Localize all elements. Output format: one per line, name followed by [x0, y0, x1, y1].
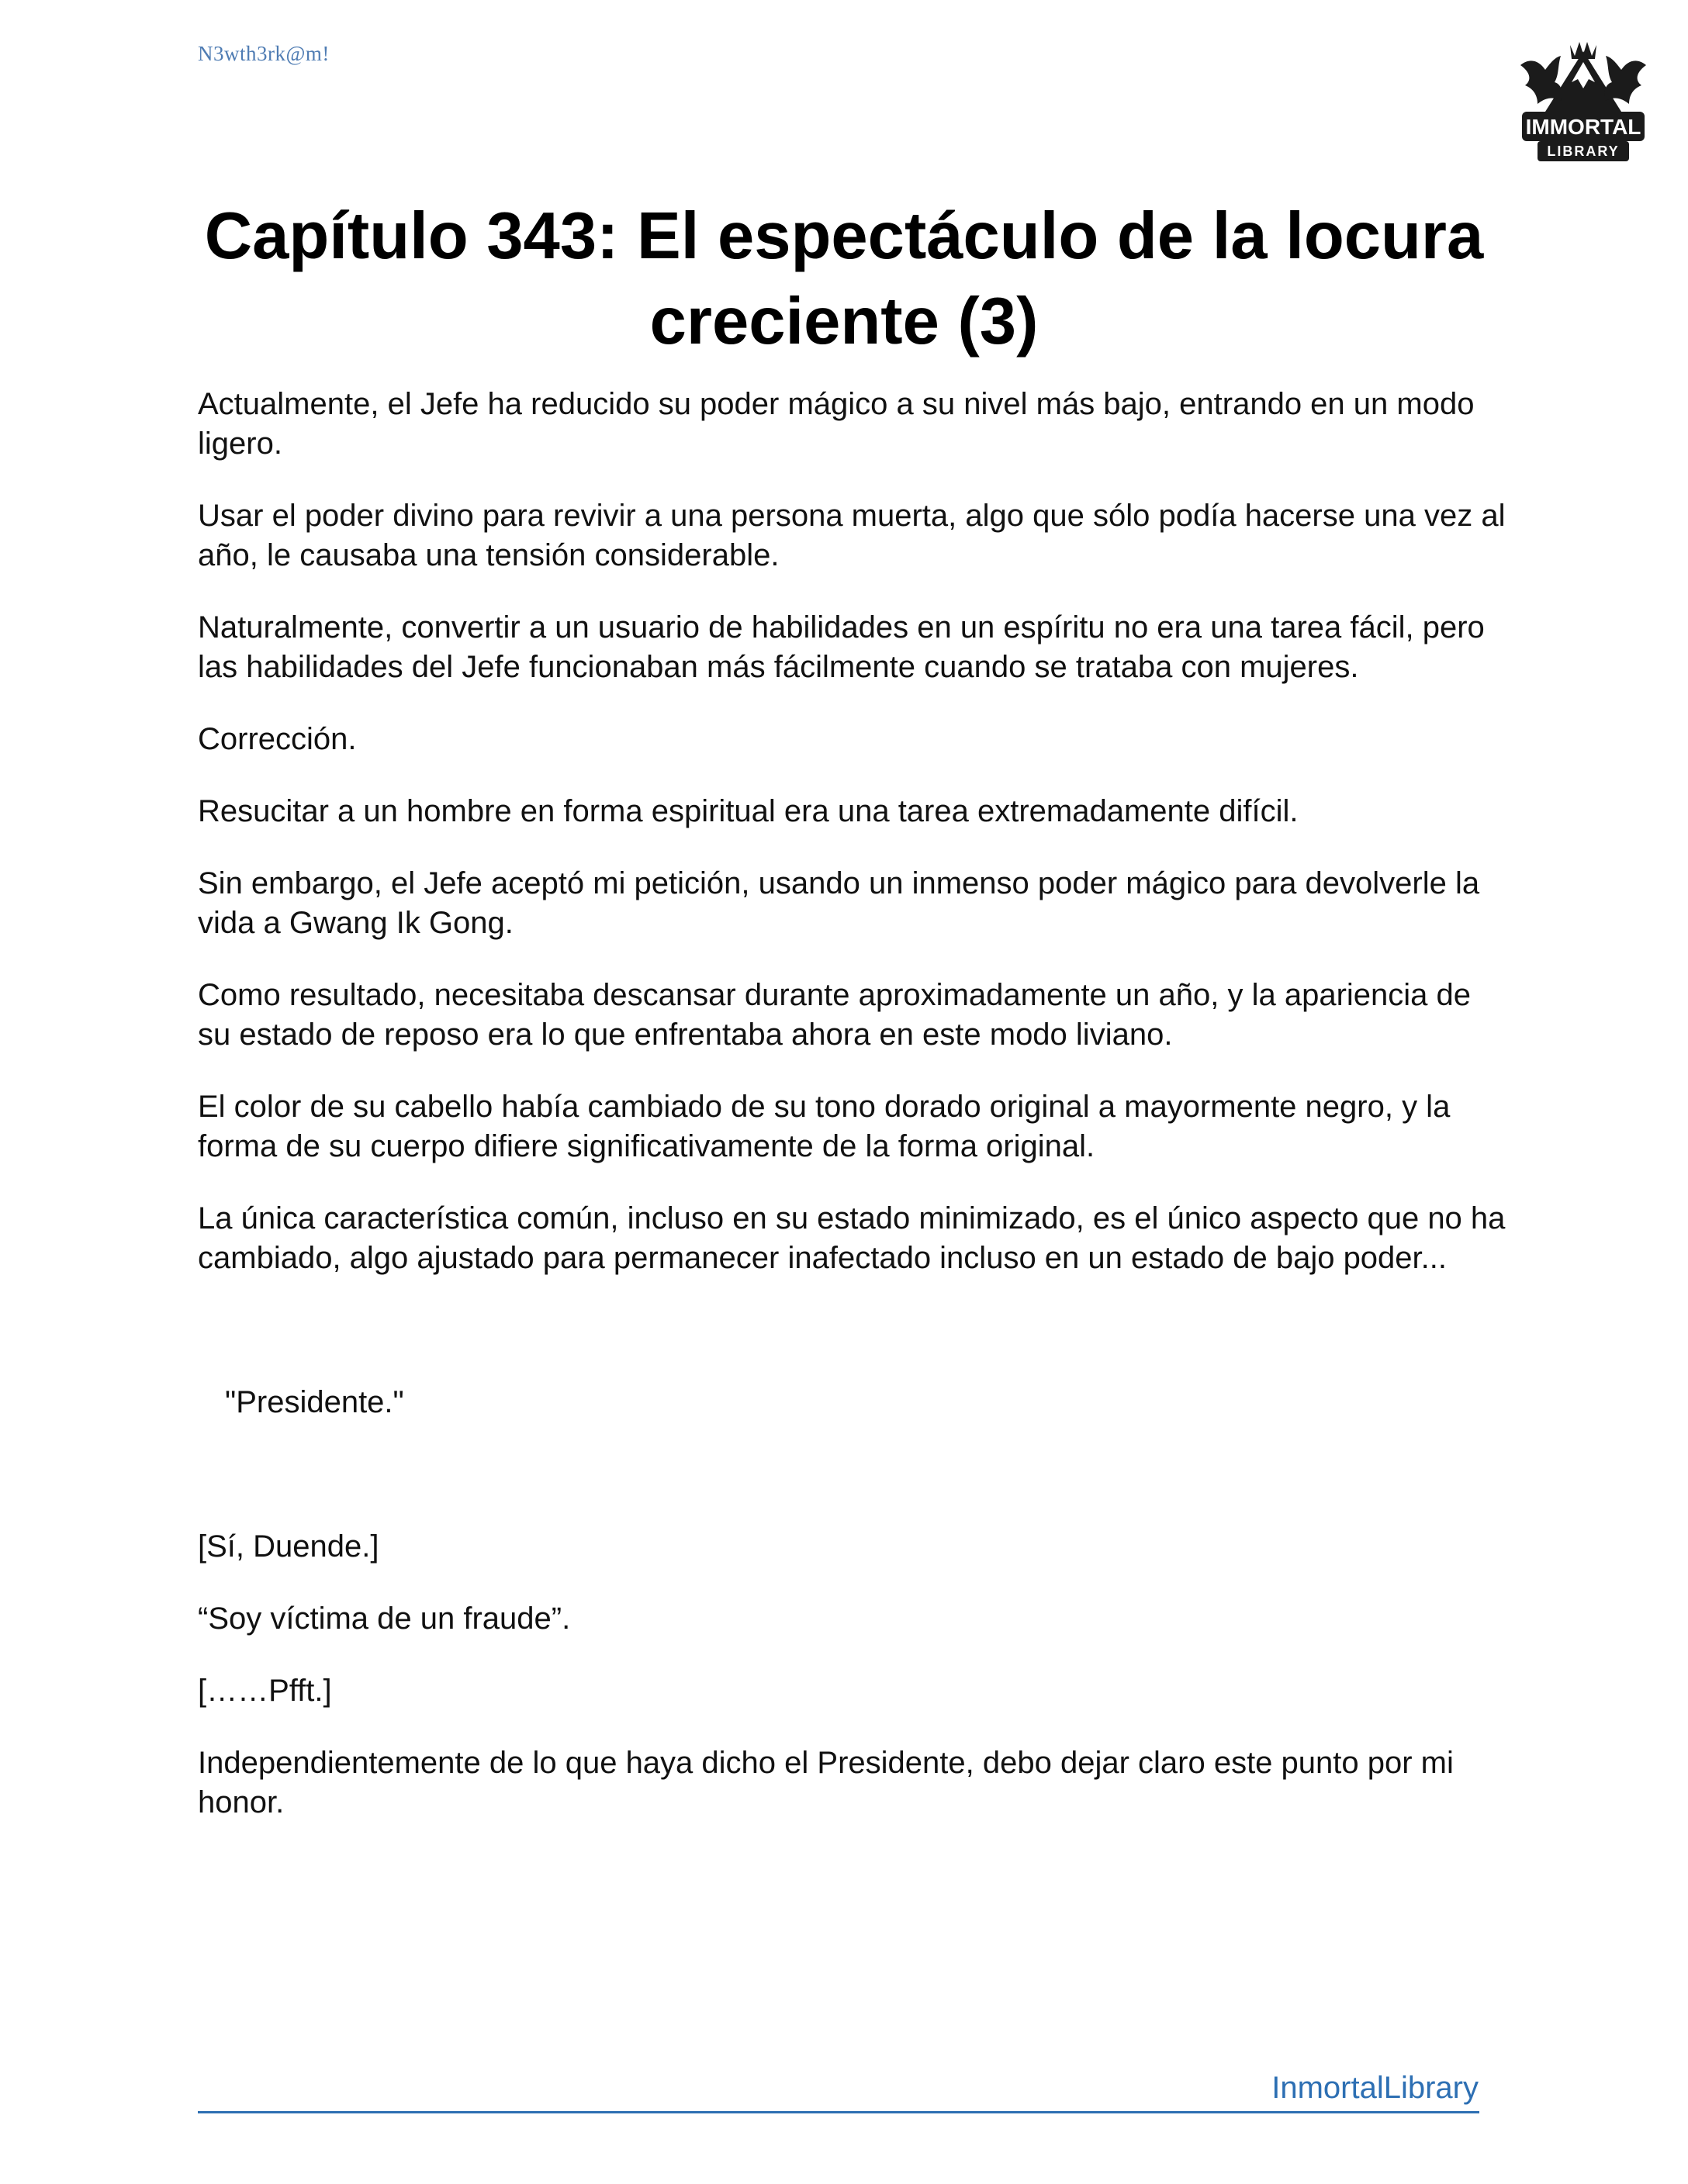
dialogue-line: [……Pfft.]: [198, 1674, 332, 1708]
watermark-text: N3wth3rk@m!: [198, 42, 330, 65]
chapter-body: [198, 385, 1509, 1855]
dialogue-line: “Soy víctima de un fraude”.: [198, 1602, 571, 1636]
dialogue-line: "Presidente.": [225, 1385, 404, 1419]
paragraph: La única característica común, incluso en su estado minimizado, es el único aspecto que no ha cambiado, algo ajustado para permanecer inafectado incluso en un estado de bajo poder...: [198, 1201, 1506, 1275]
paragraph: Actualmente, el Jefe ha reducido su poder mágico a su nivel más bajo, entrando en un modo ligero.: [198, 387, 1475, 461]
paragraph: Sin embargo, el Jefe aceptó mi petición, usando un inmenso poder mágico para devolverle la vida a Gwang Ik Gong.: [198, 866, 1480, 940]
paragraph: Como resultado, necesitaba descansar durante aproximadamente un año, y la apariencia de su estado de reposo era lo que enfrentaba ahora en este modo liviano.: [198, 978, 1472, 1052]
paragraph: Usar el poder divino para revivir a una persona muerta, algo que sólo podía hacerse una vez al año, le causaba una tensión considerable.: [198, 499, 1506, 572]
paragraph: Corrección.: [198, 722, 357, 756]
dialogue-line: [Sí, Duende.]: [198, 1529, 379, 1564]
immortal-library-logo: [1514, 34, 1652, 166]
logo-text-immortal: IMMORTAL: [1525, 115, 1641, 139]
paragraph: Independientemente de lo que haya dicho el Presidente, debo dejar claro este punto por mi honor.: [198, 1746, 1454, 1819]
paragraph: El color de su cabello había cambiado de su tono dorado original a mayormente negro, y la forma de su cuerpo difiere significativamente de la forma original.: [198, 1090, 1451, 1163]
footer-divider: [198, 2111, 1479, 2113]
chapter-title: Capítulo 343: El espectáculo de la locura creciente (3): [204, 199, 1484, 358]
logo-text-library: LIBRARY: [1547, 143, 1620, 159]
paragraph: Naturalmente, convertir a un usuario de habilidades en un espíritu no era una tarea fácil, pero las habilidades del Jefe funcionaban más fácilmente cuando se trataba con mujeres.: [198, 610, 1485, 684]
footer-link-inmortal-library[interactable]: InmortalLibrary: [1271, 2071, 1479, 2105]
paragraph: Resucitar a un hombre en forma espiritual era una tarea extremadamente difícil.: [198, 794, 1299, 828]
